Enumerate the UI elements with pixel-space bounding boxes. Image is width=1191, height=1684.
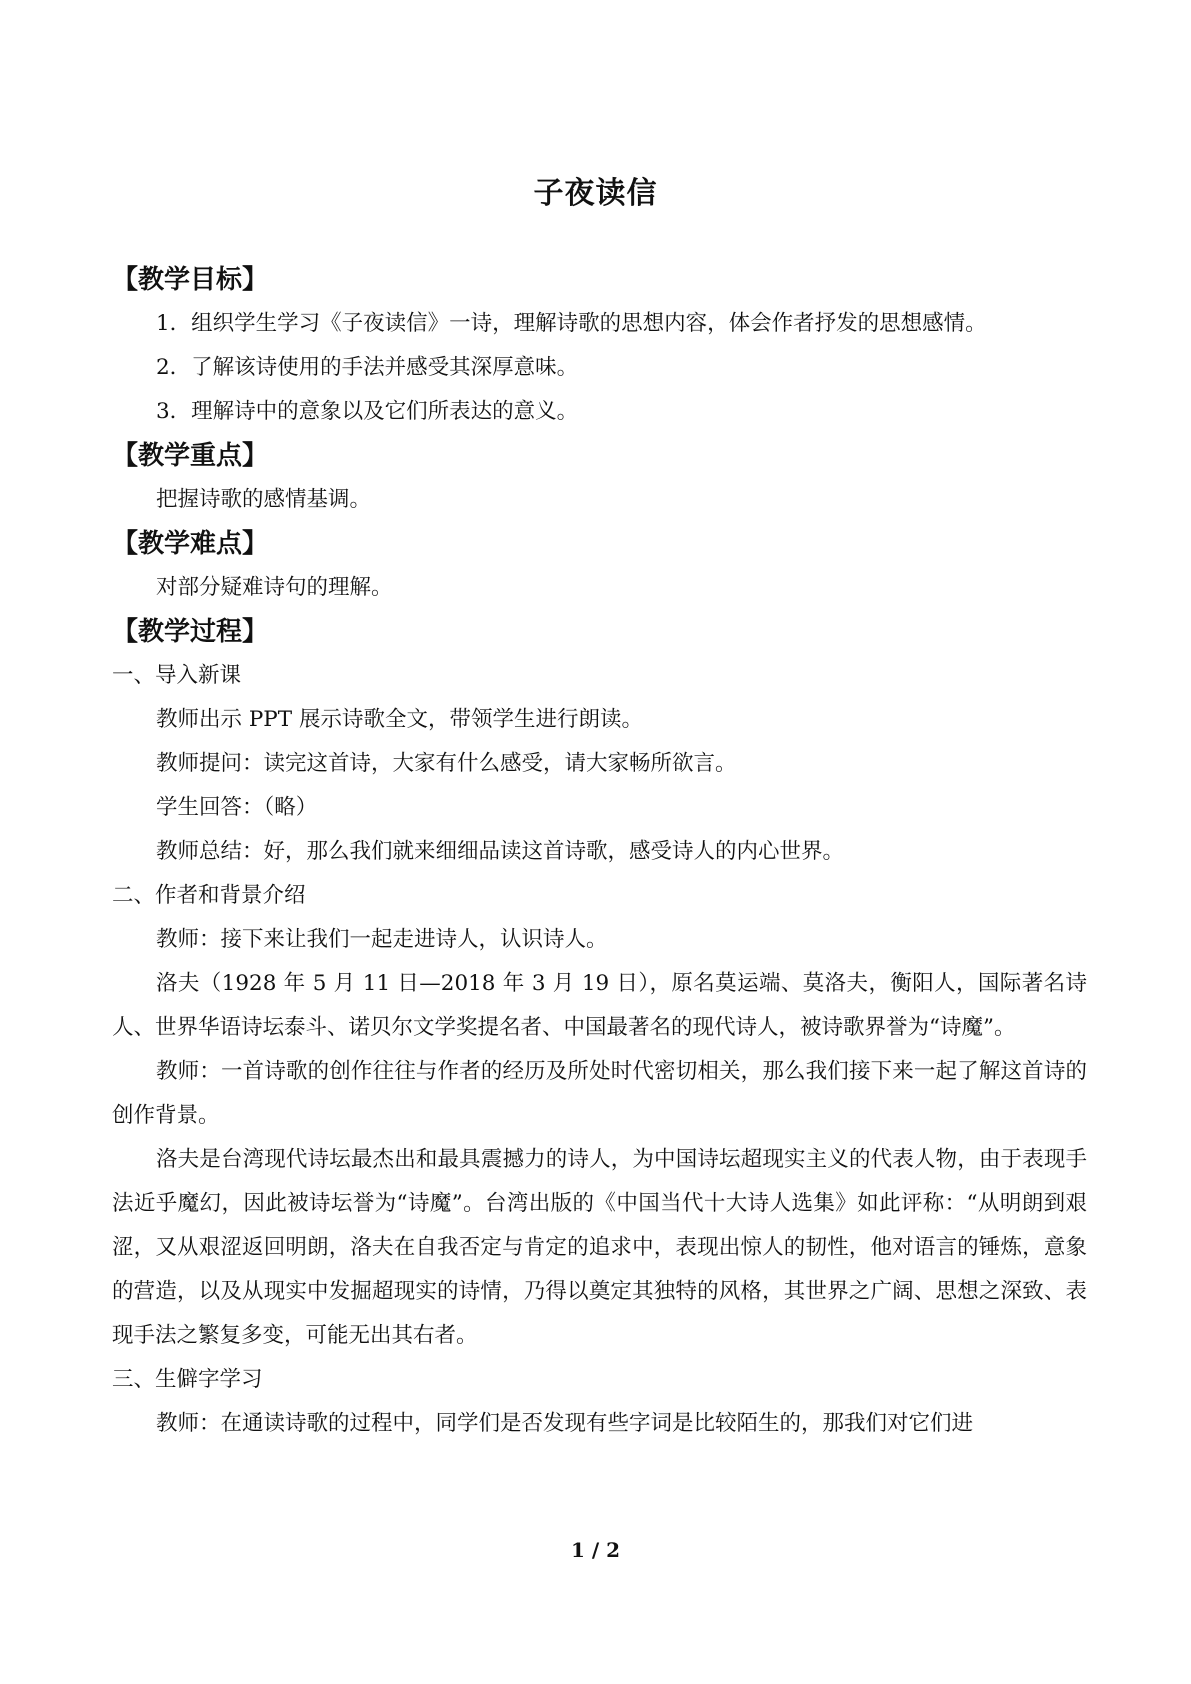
vocabulary-paragraph: 教师：在通读诗歌的过程中，同学们是否发现有些字词是比较陌生的，那我们对它们进 [156, 1411, 974, 1436]
intro-line-1: 教师出示 PPT 展示诗歌全文，带领学生进行朗读。 [156, 707, 643, 732]
document-body [112, 258, 1087, 1446]
section-heading-goals: 【教学目标】 [112, 265, 269, 295]
intro-line-3: 学生回答：（略） [156, 795, 318, 820]
author-paragraph-evaluation: 洛夫是台湾现代诗坛最杰出和最具震撼力的诗人，为中国诗坛超现实主义的代表人物，由于表现手法近乎魔幻，因此被诗坛誉为“诗魔”。台湾出版的《中国当代十大诗人选集》如此评称：“从明朗到艰涩，又从艰涩返回明朗，洛夫在自我否定与肯定的追求中，表现出惊人的韧性，他对语言的锤炼，意象的营造，以及从现实中发掘超现实的诗情，乃得以奠定其独特的风格，其世界之广阔、思想之深致、表现手法之繁复多变，可能无出其右者。 [112, 1147, 1087, 1348]
part-title-intro: 一、导入新课 [112, 663, 242, 688]
part-title-author: 二、作者和背景介绍 [112, 883, 306, 908]
difficulties-text: 对部分疑难诗句的理解。 [156, 575, 393, 600]
key-points-text: 把握诗歌的感情基调。 [156, 487, 372, 512]
goal-item-3: 3．理解诗中的意象以及它们所表达的意义。 [156, 399, 579, 424]
part-title-vocabulary: 三、生僻字学习 [112, 1367, 263, 1392]
page-number: 1 / 2 [570, 1538, 621, 1562]
intro-line-4: 教师总结：好，那么我们就来细细品读这首诗歌，感受诗人的内心世界。 [156, 839, 845, 864]
section-heading-difficulties: 【教学难点】 [112, 529, 269, 559]
goal-item-2: 2．了解该诗使用的手法并感受其深厚意味。 [156, 355, 579, 380]
document-title: 子夜读信 [533, 176, 658, 211]
section-heading-key-points: 【教学重点】 [112, 441, 269, 471]
section-heading-process: 【教学过程】 [112, 617, 269, 647]
goal-item-1: 1．组织学生学习《子夜读信》一诗，理解诗歌的思想内容，体会作者抒发的思想感情。 [156, 311, 987, 336]
author-paragraph-background: 教师：一首诗歌的创作往往与作者的经历及所处时代密切相关，那么我们接下来一起了解这首诗的创作背景。 [112, 1059, 1087, 1128]
author-line-1: 教师：接下来让我们一起走进诗人，认识诗人。 [156, 927, 608, 952]
author-paragraph-bio: 洛夫（1928 年 5 月 11 日—2018 年 3 月 19 日），原名莫运端、莫洛夫，衡阳人，国际著名诗人、世界华语诗坛泰斗、诺贝尔文学奖提名者、中国最著名的现代诗人，被诗歌界誉为“诗魔”。 [112, 971, 1087, 1040]
intro-line-2: 教师提问：读完这首诗，大家有什么感受，请大家畅所欲言。 [156, 751, 737, 776]
